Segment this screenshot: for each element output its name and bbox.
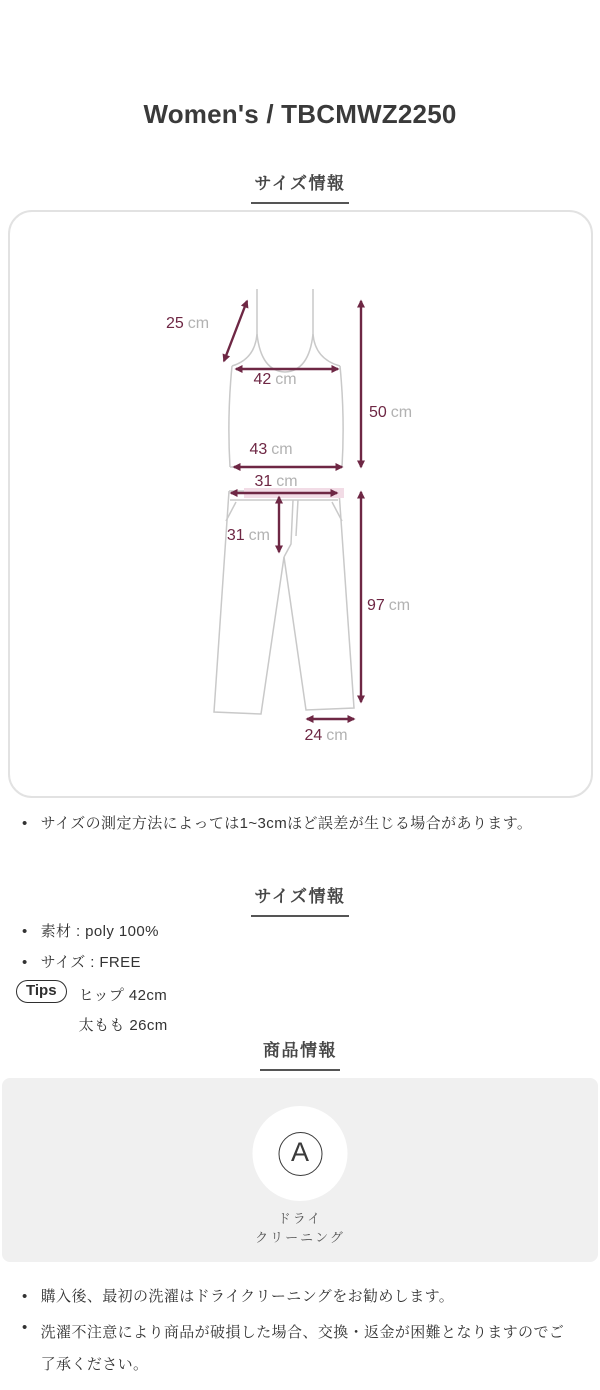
care-symbol-label — [2, 1209, 598, 1247]
tips-row — [16, 980, 168, 1041]
care-note-1: • 購入後、最初の洗濯はドライクリーニングをお勧めします。 — [22, 1286, 454, 1308]
size-item: • サイズ : FREE — [22, 952, 141, 974]
bullet-icon: • — [22, 815, 28, 832]
care-label-line1: ドライ — [277, 1211, 323, 1226]
tips-line-thigh: 太もも 26cm — [78, 1017, 168, 1034]
chest-measurement: 42 cm — [253, 371, 297, 388]
size-diagram-heading-wrap — [0, 169, 600, 204]
size-diagram-box — [8, 210, 593, 798]
garment-measurement-diagram — [10, 212, 591, 796]
pants-hem-measurement: 24 cm — [304, 727, 348, 744]
bullet-icon: • — [22, 1319, 28, 1336]
size-tolerance-note: • サイズの測定方法によっては1~3cmほど誤差が生じる場合があります。 — [22, 813, 532, 835]
top-length-measurement: 50 cm — [369, 404, 413, 421]
care-label-line2: クリーニング — [255, 1230, 345, 1245]
tips-line-hip: ヒップ 42cm — [78, 987, 168, 1004]
rise-measurement: 31 cm — [226, 527, 270, 544]
strap-measurement: 25 cm — [166, 315, 210, 332]
pants-length-measurement: 97 cm — [367, 597, 411, 614]
care-note-2: • 洗濯不注意により商品が破損した場合、交換・返金が困難となりますのでご了承ください。 — [22, 1317, 579, 1381]
material-item: • 素材 : poly 100% — [22, 921, 159, 943]
strap-arrow — [224, 301, 247, 361]
tips-badge: Tips — [16, 980, 67, 1003]
size-info-heading-wrap — [0, 882, 600, 917]
dry-clean-a-icon: A — [278, 1132, 322, 1176]
top-hem-measurement: 43 cm — [249, 441, 293, 458]
tips-lines — [79, 980, 168, 1041]
care-instructions-box — [2, 1078, 598, 1262]
size-info-heading: サイズ情報 — [251, 882, 348, 917]
product-info-heading-wrap — [0, 1036, 600, 1071]
product-info-heading: 商品情報 — [260, 1036, 340, 1071]
pants-outline — [214, 491, 354, 714]
waist-measurement: 31 cm — [254, 473, 298, 490]
bullet-icon: • — [22, 954, 28, 971]
size-diagram-heading: サイズ情報 — [251, 169, 348, 204]
page-title: Women's / TBCMWZ2250 — [143, 99, 457, 129]
bullet-icon: • — [22, 1288, 28, 1305]
care-symbol-circle — [253, 1106, 348, 1201]
bullet-icon: • — [22, 923, 28, 940]
